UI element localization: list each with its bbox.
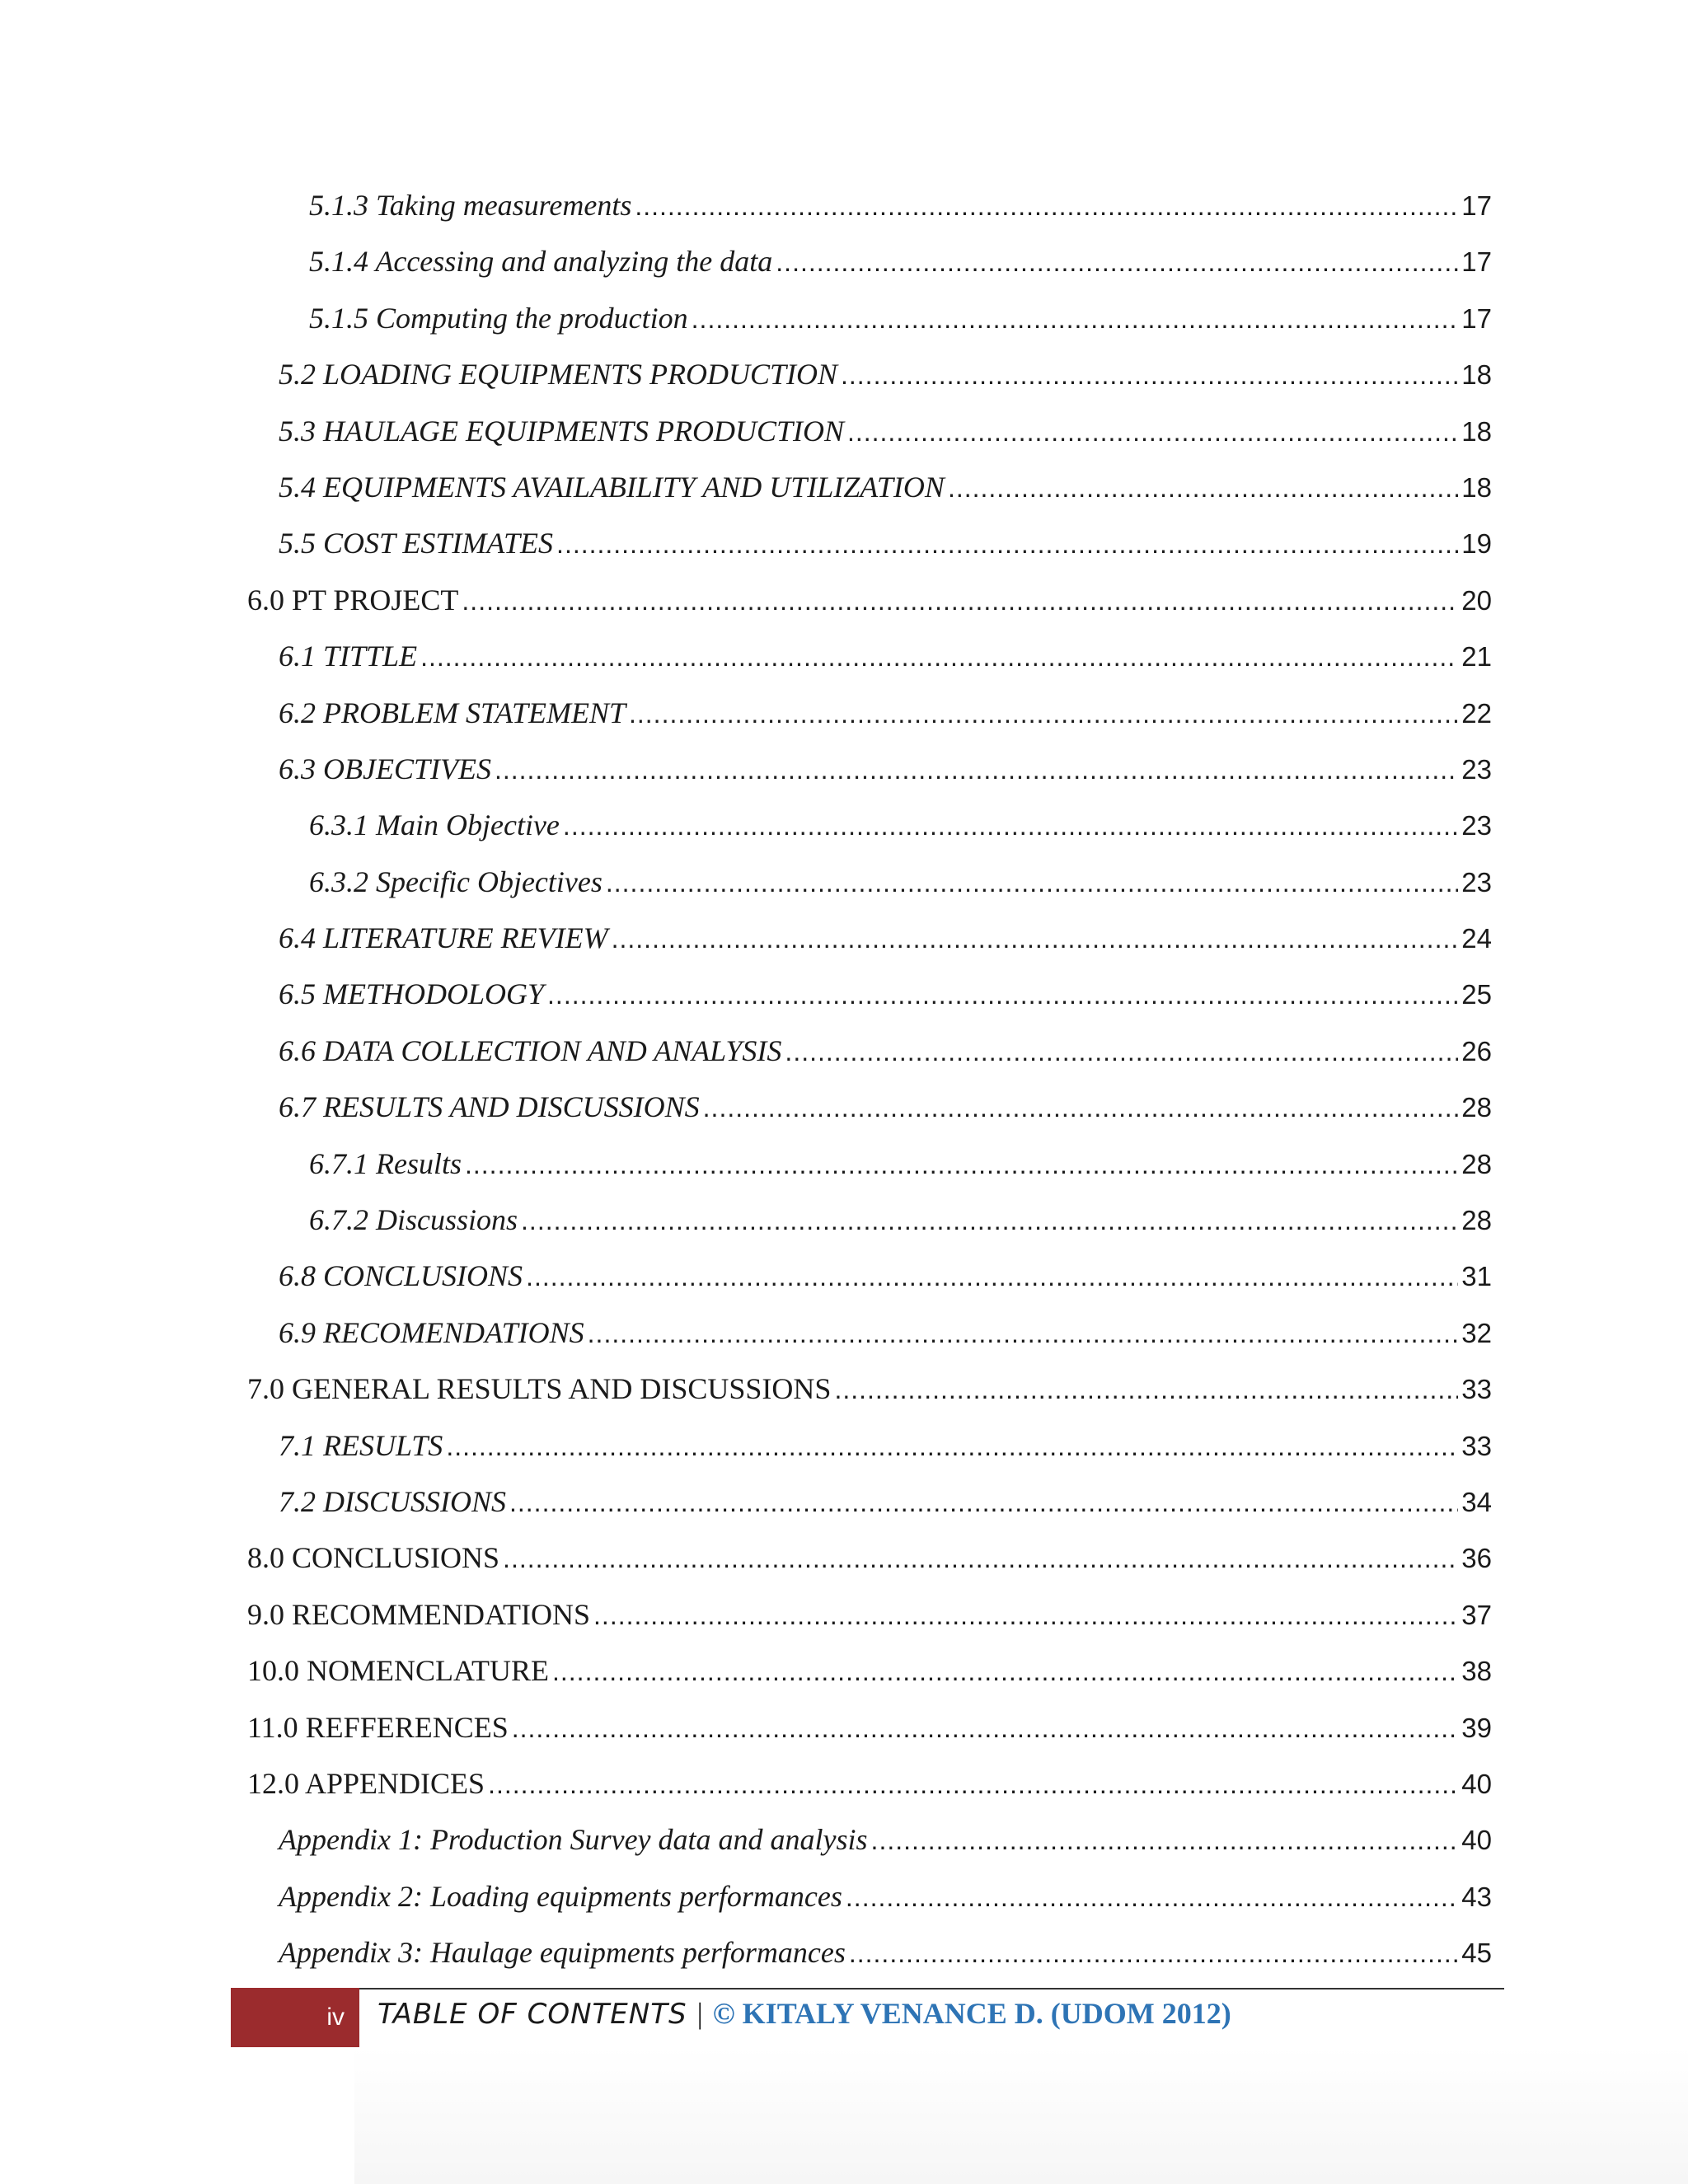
toc-entry-page-number: 40 (1461, 1825, 1492, 1856)
toc-dot-leader (635, 191, 1458, 222)
toc-entry-page-number: 45 (1461, 1938, 1492, 1969)
toc-dot-leader (846, 1882, 1458, 1913)
toc-entry-label: Appendix 3: Haulage equipments performances (279, 1936, 846, 1970)
toc-entry-label: 9.0 RECOMMENDATIONS (247, 1597, 591, 1631)
toc-entry[interactable] (247, 583, 1492, 639)
toc-entry-page-number: 33 (1461, 1430, 1492, 1461)
toc-entry-label: Appendix 2: Loading equipments performances (279, 1879, 842, 1913)
toc-dot-leader (776, 247, 1458, 278)
toc-entry-page-number: 34 (1461, 1486, 1492, 1517)
toc-entry-label: 5.2 LOADING EQUIPMENTS PRODUCTION (279, 358, 837, 391)
footer-section-title: TABLE OF CONTENTS (377, 1998, 687, 2031)
toc-dot-leader (521, 1206, 1458, 1236)
toc-entry-label: 6.5 METHODOLOGY (279, 977, 545, 1011)
toc-entry-label: 6.8 CONCLUSIONS (279, 1259, 523, 1293)
toc-entry-page-number: 19 (1461, 528, 1492, 560)
toc-dot-leader (593, 1601, 1458, 1631)
toc-entry[interactable] (247, 1033, 1492, 1090)
toc-dot-leader (556, 529, 1458, 560)
toc-entry-page-number: 37 (1461, 1599, 1492, 1630)
toc-dot-leader (588, 1319, 1459, 1349)
toc-dot-leader (563, 811, 1458, 841)
toc-entry-label: 5.1.5 Computing the production (309, 301, 688, 335)
toc-entry-page-number: 21 (1461, 641, 1492, 673)
toc-entry-label: 6.7 RESULTS AND DISCUSSIONS (279, 1090, 700, 1124)
toc-dot-leader (849, 1938, 1458, 1969)
footer-separator: | (696, 1997, 703, 2030)
toc-dot-leader (606, 868, 1458, 898)
footer-copyright: © KITALY VENANCE D. (UDOM 2012) (712, 1997, 1231, 2030)
page-footer (231, 1988, 1504, 2047)
toc-entry-page-number: 36 (1461, 1543, 1492, 1574)
toc-entry[interactable] (247, 696, 1492, 752)
toc-entry-page-number: 28 (1461, 1148, 1492, 1179)
toc-entry-page-number: 18 (1461, 359, 1492, 391)
toc-dot-leader (948, 473, 1458, 504)
toc-dot-leader (495, 755, 1458, 785)
toc-entry-label: 5.1.3 Taking measurements (309, 189, 632, 222)
footer-page-number: iv (231, 1988, 359, 2047)
toc-entry-page-number: 24 (1461, 923, 1492, 954)
toc-entry-page-number: 31 (1461, 1261, 1492, 1292)
toc-entry[interactable] (247, 808, 1492, 864)
toc-entry[interactable] (247, 1597, 1492, 1653)
toc-entry-label: 5.3 HAULAGE EQUIPMENTS PRODUCTION (279, 414, 844, 448)
toc-entry[interactable] (247, 1258, 1492, 1315)
toc-entry[interactable] (247, 414, 1492, 470)
toc-entry[interactable] (247, 865, 1492, 921)
toc-entry-label: 6.3 OBJECTIVES (279, 752, 491, 785)
toc-dot-leader (547, 980, 1458, 1010)
toc-entry[interactable] (247, 526, 1492, 582)
toc-entry[interactable] (247, 1879, 1492, 1935)
toc-entry-page-number: 39 (1461, 1712, 1492, 1743)
table-of-contents (247, 188, 1492, 1992)
toc-dot-leader (552, 1657, 1458, 1687)
toc-entry[interactable] (247, 921, 1492, 977)
toc-entry-label: 7.1 RESULTS (279, 1428, 443, 1462)
toc-dot-leader (526, 1262, 1458, 1292)
toc-entry-page-number: 40 (1461, 1768, 1492, 1799)
toc-entry-label: 5.4 EQUIPMENTS AVAILABILITY AND UTILIZATION (279, 470, 945, 504)
toc-entry[interactable] (247, 470, 1492, 526)
toc-dot-leader (446, 1432, 1458, 1462)
toc-entry-label: 6.3.1 Main Objective (309, 808, 560, 842)
toc-dot-leader (512, 1713, 1459, 1744)
toc-dot-leader (847, 417, 1458, 448)
toc-entry-label: 6.1 TITTLE (279, 640, 418, 673)
toc-entry[interactable] (247, 1822, 1492, 1878)
toc-dot-leader (462, 586, 1458, 616)
toc-entry-page-number: 23 (1461, 810, 1492, 841)
footer-rule (231, 1988, 1504, 1990)
toc-entry-page-number: 17 (1461, 190, 1492, 221)
toc-entry-page-number: 28 (1461, 1092, 1492, 1123)
toc-entry[interactable] (247, 1146, 1492, 1202)
toc-entry-label: 6.0 PT PROJECT (247, 583, 459, 616)
toc-entry-page-number: 32 (1461, 1317, 1492, 1348)
toc-dot-leader (834, 1375, 1458, 1405)
toc-entry[interactable] (247, 1315, 1492, 1371)
toc-entry-label: 7.0 GENERAL RESULTS AND DISCUSSIONS (247, 1372, 832, 1406)
toc-dot-leader (465, 1150, 1458, 1180)
toc-entry-label: 6.7.1 Results (309, 1146, 462, 1180)
toc-entry[interactable] (247, 244, 1492, 300)
toc-entry[interactable] (247, 301, 1492, 357)
toc-entry[interactable] (247, 1202, 1492, 1258)
toc-entry-label: 7.2 DISCUSSIONS (279, 1484, 506, 1518)
toc-entry-label: 6.2 PROBLEM STATEMENT (279, 696, 626, 729)
toc-entry-page-number: 23 (1461, 753, 1492, 785)
toc-entry-page-number: 18 (1461, 471, 1492, 503)
toc-entry-page-number: 28 (1461, 1205, 1492, 1236)
toc-entry-label: 6.9 RECOMENDATIONS (279, 1315, 584, 1349)
toc-entry-page-number: 17 (1461, 302, 1492, 334)
toc-dot-leader (841, 360, 1458, 391)
toc-dot-leader (509, 1488, 1458, 1518)
toc-entry[interactable] (247, 357, 1492, 413)
toc-entry[interactable] (247, 1766, 1492, 1822)
toc-dot-leader (629, 699, 1458, 729)
toc-entry[interactable] (247, 1653, 1492, 1709)
page-shadow (354, 2047, 1688, 2184)
toc-dot-leader (871, 1825, 1459, 1856)
toc-entry-page-number: 33 (1461, 1374, 1492, 1405)
toc-entry-page-number: 25 (1461, 979, 1492, 1010)
toc-entry-label: 11.0 REFFERENCES (247, 1710, 509, 1744)
toc-entry-page-number: 26 (1461, 1035, 1492, 1066)
toc-entry[interactable] (247, 639, 1492, 695)
toc-entry-page-number: 17 (1461, 246, 1492, 278)
toc-entry-page-number: 23 (1461, 866, 1492, 898)
toc-entry-label: 5.5 COST ESTIMATES (279, 527, 554, 560)
toc-entry[interactable] (247, 1710, 1492, 1766)
toc-entry[interactable] (247, 1371, 1492, 1427)
toc-entry-label: 6.4 LITERATURE REVIEW (279, 921, 608, 955)
toc-entry-label: 8.0 CONCLUSIONS (247, 1541, 500, 1575)
toc-entry[interactable] (247, 1484, 1492, 1540)
toc-entry-page-number: 38 (1461, 1656, 1492, 1687)
toc-entry[interactable] (247, 188, 1492, 244)
toc-dot-leader (692, 304, 1459, 335)
toc-entry-page-number: 18 (1461, 415, 1492, 447)
toc-entry[interactable] (247, 1540, 1492, 1596)
toc-entry-page-number: 43 (1461, 1881, 1492, 1912)
toc-dot-leader (703, 1093, 1459, 1123)
toc-entry-label: 12.0 APPENDICES (247, 1766, 485, 1800)
toc-dot-leader (785, 1037, 1458, 1067)
toc-dot-leader (420, 642, 1458, 673)
toc-entry[interactable] (247, 1935, 1492, 1991)
toc-entry-page-number: 22 (1461, 697, 1492, 729)
toc-dot-leader (503, 1544, 1458, 1574)
toc-entry-label: 6.6 DATA COLLECTION AND ANALYSIS (279, 1033, 782, 1067)
toc-entry-label: 10.0 NOMENCLATURE (247, 1654, 549, 1688)
toc-dot-leader (488, 1769, 1458, 1800)
footer-text (377, 1996, 1231, 2031)
toc-entry-label: Appendix 1: Production Survey data and analysis (279, 1823, 868, 1857)
toc-entry[interactable] (247, 1090, 1492, 1146)
toc-entry[interactable] (247, 977, 1492, 1033)
toc-entry[interactable] (247, 1428, 1492, 1484)
toc-entry[interactable] (247, 752, 1492, 808)
toc-entry-label: 6.3.2 Specific Objectives (309, 865, 603, 898)
toc-dot-leader (612, 924, 1459, 954)
toc-entry-page-number: 20 (1461, 584, 1492, 616)
toc-entry-label: 5.1.4 Accessing and analyzing the data (309, 245, 773, 279)
toc-entry-label: 6.7.2 Discussions (309, 1203, 518, 1237)
